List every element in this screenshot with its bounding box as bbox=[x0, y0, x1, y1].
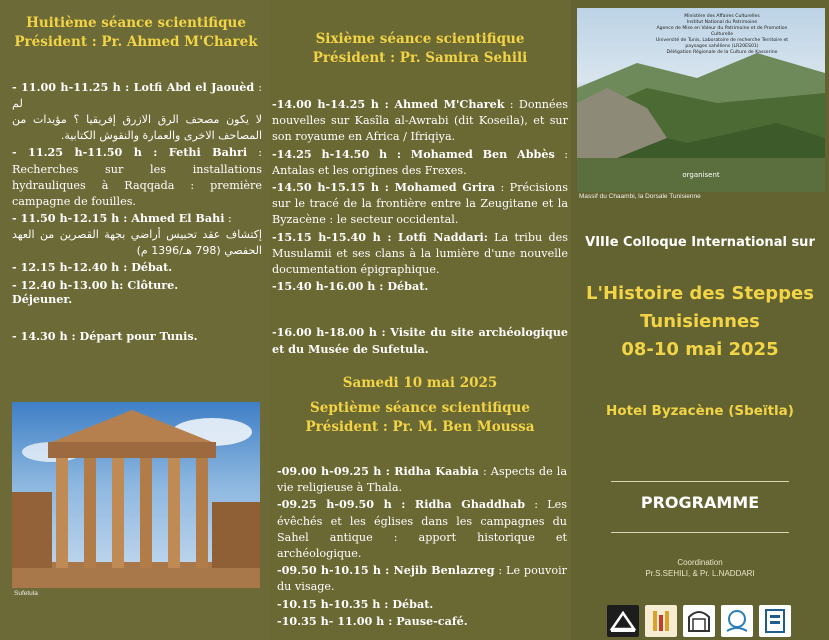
middle-panel bbox=[269, 0, 571, 640]
colloque-title: VIIIe Colloque International sur bbox=[585, 235, 815, 250]
lab-logo-icon bbox=[759, 605, 791, 637]
session-6-title: Sixième séance scientifique bbox=[315, 31, 525, 47]
session-6-president: Président : Pr. Samira Sehili bbox=[312, 50, 528, 66]
program-item: - 11.25 h-11.50 h : Fethi Bahri : Recherches sur les installations hydrauliques à Raqqada : première campagne de fouilles. bbox=[12, 145, 262, 209]
divider bbox=[611, 532, 789, 533]
landscape-caption: Massif du Chaambi, la Dorsale Tunisienne bbox=[579, 193, 701, 200]
program-item-arabic: إكتشاف عقد تحبيس أراضي بجهة القصرين من العهد الحفصي (798 هـ/1396 م) bbox=[12, 228, 262, 258]
right-panel bbox=[571, 0, 829, 640]
program-item: -10.15 h-10.35 h : Débat. bbox=[277, 596, 434, 611]
hotel-label: Hotel Byzacène (Sbeïtla) bbox=[606, 403, 794, 419]
landscape-photo bbox=[577, 8, 825, 192]
visit-item: -16.00 h-18.00 h : Visite du site archéologique et du Musée de Sufetula. bbox=[272, 325, 568, 357]
program-item: -15.15 h-15.40 h : Lotfi Naddari: La tribu des Musulamii et ses clans à la lumière d'une nouvelle documentation épigraphique. bbox=[272, 229, 568, 277]
program-item: -09.25 h-09.50 h : Ridha Ghaddhab : Les évêchés et les églises dans les campagnes du Sahel antique : apport historique et archéologique. bbox=[277, 497, 567, 561]
departure-item: - 14.30 h : Départ pour Tunis. bbox=[12, 329, 198, 343]
program-item: - 11.50 h-12.15 h : Ahmed El Bahi : bbox=[12, 211, 232, 226]
culture-logo-icon bbox=[721, 605, 753, 637]
left-panel bbox=[0, 0, 269, 640]
program-item-arabic: لا يكون مصحف الرق الازرق إفريقيا ؟ مؤيدات من المصاحف الاخرى والعمارة والنقوش الكتابية. bbox=[12, 113, 262, 143]
sufetula-photo bbox=[12, 402, 260, 588]
program-item: -14.50 h-15.15 h : Mohamed Grira : Précisions sur le tracé de la frontière entre la Zeugitane et la Byzacène : le secteur occidental. bbox=[272, 180, 568, 227]
program-item: -09.00 h-09.25 h : Ridha Kaabia : Aspects de la vie religieuse à Thala. bbox=[277, 464, 567, 495]
day-heading: Samedi 10 mai 2025 bbox=[342, 375, 498, 391]
divider bbox=[611, 481, 789, 482]
museum-logo-icon bbox=[683, 605, 715, 637]
program-item: -14.00 h-14.25 h : Ahmed M'Charek : Données nouvelles sur Kasîla al-Awrabi (dit Koseila), et sur son royaume en Africa / Ifriqiya. bbox=[272, 97, 568, 144]
program-item: - 11.00 h-11.25 h : Lotfi Abd el Jaouèd : لم bbox=[12, 80, 262, 111]
coordination-block: Coordination Pr.S.SEHILI, & Pr. L.NADDARI bbox=[645, 558, 755, 578]
lunch-label: Déjeuner. bbox=[12, 292, 73, 306]
program-item: -09.50 h-10.15 h : Nejib Benlazreg : Le pouvoir du visage. bbox=[277, 563, 567, 594]
program-item: -14.25 h-14.50 h : Mohamed Ben Abbès : Antalas et les origines des Frexes. bbox=[272, 146, 568, 177]
session-7-title: Septième séance scientifique bbox=[310, 400, 530, 416]
program-item: -15.40 h-16.00 h : Débat. bbox=[272, 279, 429, 294]
temple-ruins-icon bbox=[12, 402, 260, 588]
session-8-title: Huitième séance scientifique bbox=[26, 15, 246, 31]
theme-title: L'Histoire des Steppes Tunisiennes 08-10 mai 2025 bbox=[586, 283, 814, 360]
organise-label: organisent bbox=[682, 171, 720, 179]
program-item: - 12.40 h-13.00 h: Clôture. bbox=[12, 277, 179, 292]
program-item: - 12.15 h-12.40 h : Débat. bbox=[12, 260, 173, 275]
session-7-president: Président : Pr. M. Ben Moussa bbox=[305, 419, 535, 435]
sufetula-caption: Sufetula bbox=[14, 590, 38, 597]
session-8-president: Président : Pr. Ahmed M'Charek bbox=[14, 34, 258, 50]
programme-heading: PROGRAMME bbox=[640, 493, 760, 512]
organizers-text: Ministère des Affaires Culturelles Institut National du Patrimoine Agence de Mise en Valeur du Patrimoine et de Promotion Culturelle Université de Tunis, Laboratoire de recherche Territoire et paysages sahéliens (LR20ES01) Délégation Régionale de la Culture de Kasserine bbox=[655, 14, 789, 55]
program-item: -10.35 h- 11.00 h : Pause-café. bbox=[277, 613, 468, 628]
amvppc-logo-icon bbox=[645, 605, 677, 637]
inp-logo-icon bbox=[607, 605, 639, 637]
